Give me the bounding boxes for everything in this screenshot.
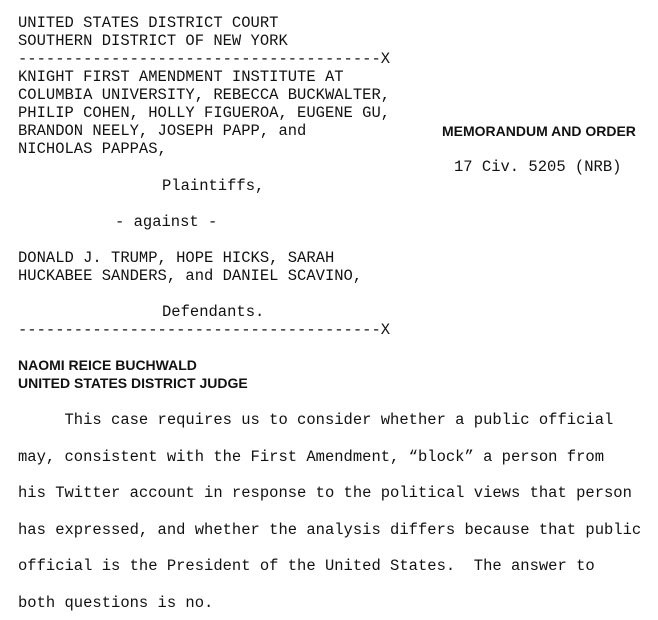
body-line-text: This case requires us to consider whether a public official [18,411,614,429]
document-type: MEMORANDUM AND ORDER [442,123,636,139]
body-paragraph-line [18,521,642,539]
defendants-line: HUCKABEE SANDERS, and DANIEL SCAVINO, [18,267,363,285]
judge-name: NAOMI REICE BUCHWALD [18,357,197,373]
body-paragraph-line [18,557,638,575]
defendants-line: DONALD J. TRUMP, HOPE HICKS, SARAH [18,249,335,267]
body-line-text: has expressed, and whether the analysis differs because that public [18,521,642,539]
body-paragraph-line [18,484,638,502]
court-name-line2: SOUTHERN DISTRICT OF NEW YORK [18,32,288,50]
against-label: - against - [115,213,218,231]
plaintiffs-line: KNIGHT FIRST AMENDMENT INSTITUTE AT [18,68,344,86]
body-paragraph-line [18,594,638,612]
court-name-line1: UNITED STATES DISTRICT COURT [18,14,279,32]
plaintiffs-line: PHILIP COHEN, HOLLY FIGUEROA, EUGENE GU, [18,104,391,122]
body-line-text: both questions is no. [18,594,214,612]
case-number: 17 Civ. 5205 (NRB) [454,158,622,176]
body-paragraph-line [18,448,638,466]
body-line-text: official is the President of the United States. The answer to [18,557,595,575]
plaintiffs-line: NICHOLAS PAPPAS, [18,140,167,158]
plaintiffs-line: COLUMBIA UNIVERSITY, REBECCA BUCKWALTER, [18,86,391,104]
defendants-label: Defendants. [162,303,265,321]
caption-divider-top: ---------------------------------------X [18,50,391,68]
plaintiffs-line: BRANDON NEELY, JOSEPH PAPP, and [18,122,307,140]
plaintiffs-label: Plaintiffs, [162,177,265,195]
caption-divider-bottom: ---------------------------------------X [18,321,391,339]
judge-title: UNITED STATES DISTRICT JUDGE [18,375,248,391]
body-line-text: may, consistent with the First Amendment, “block” a person from [18,448,604,466]
body-line-text: his Twitter account in response to the political views that person [18,484,632,502]
body-paragraph-line [18,411,638,429]
